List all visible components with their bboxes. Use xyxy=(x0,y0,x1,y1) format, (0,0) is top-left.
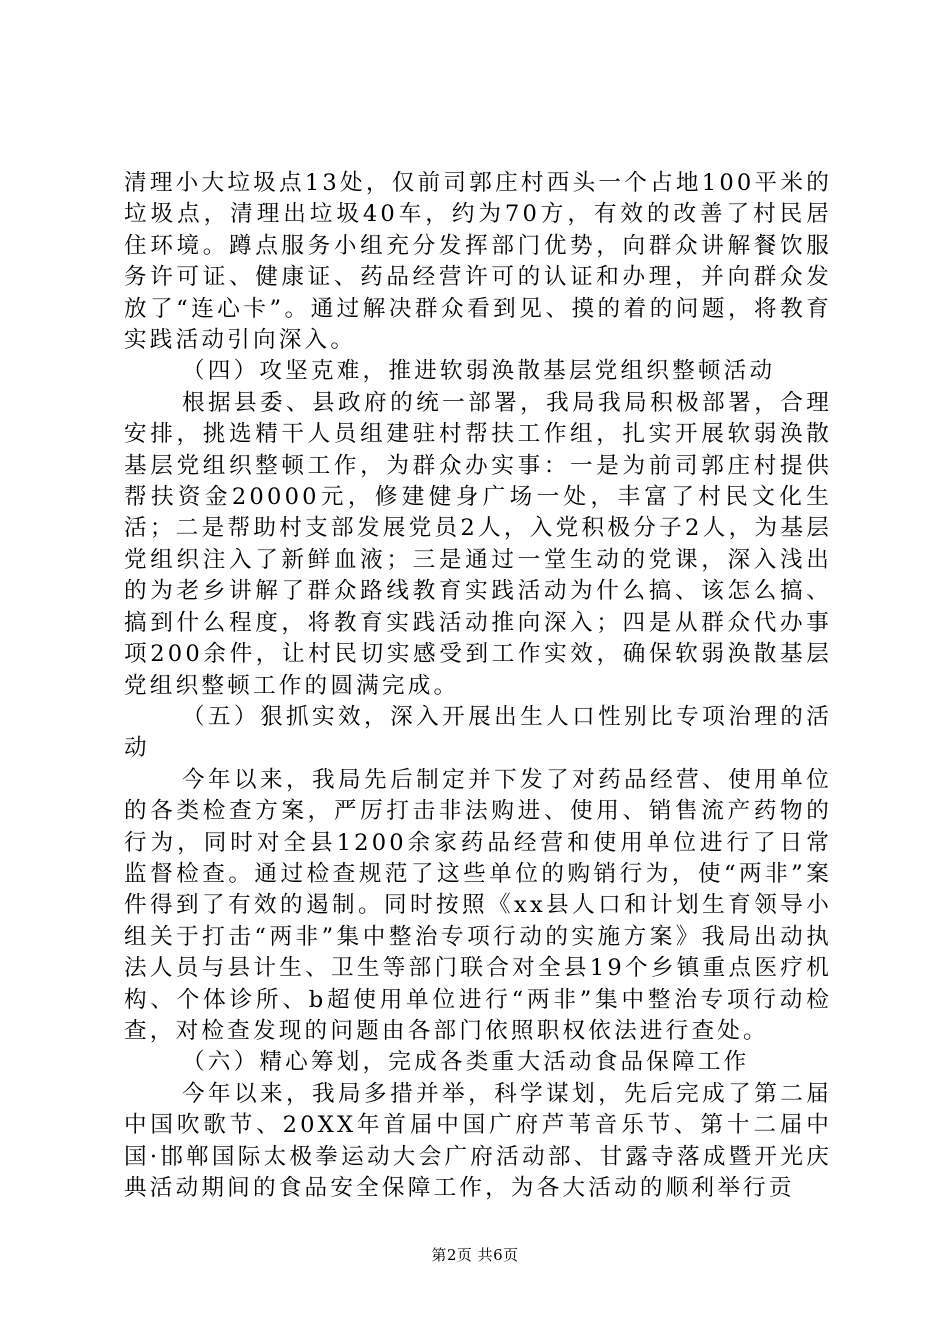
paragraph-section-6: 今年以来，我局多措并举，科学谋划，先后完成了第二届中国吹歌节、20XX年首届中国广府芦苇音乐节、第十二届中国·邯郸国际太极拳运动大会广府活动部、甘露寺落成暨开光庆典活动期间的食品安全保障工作，为各大活动的顺利举行贡 xyxy=(124,1080,832,1201)
paragraph-continuation: 清理小大垃圾点13处，仅前司郭庄村西头一个占地100平米的垃圾点，清理出垃圾40车，约为70方，有效的改善了村民居住环境。蹲点服务小组充分发挥部门优势，向群众讲解餐饮服务许可证、健康证、药品经营许可的认证和办理，并向群众发放了“连心卡”。通过解决群众看到见、摸的着的问题，将教育实践活动引向深入。 xyxy=(124,170,832,354)
section-heading-6: （六）精心筹划，完成各类重大活动食品保障工作 xyxy=(182,1049,750,1076)
section-heading-5: （五）狠抓实效，深入开展出生人口性别比专项治理的活动 xyxy=(124,703,832,762)
paragraph-section-4: 根据县委、县政府的统一部署，我局我局积极部署，合理安排，挑选精干人员组建驻村帮扶工作组，扎实开展软弱涣散基层党组织整顿工作，为群众办实事：一是为前司郭庄村提供帮扶资金20000元，修建健身广场一处，丰富了村民文化生活；二是帮助村支部发展党员2人，入党积极分子2人，为基层党组织注入了新鲜血液；三是通过一堂生动的党课，深入浅出的为老乡讲解了群众路线教育实践活动为什么搞、该怎么搞、搞到什么程度，将教育实践活动推向深入；四是从群众代办事项200余件，让村民切实感受到工作实效，确保软弱涣散基层党组织整顿工作的圆满完成。 xyxy=(124,389,832,699)
section-heading-4: （四）攻坚克难，推进软弱涣散基层党组织整顿活动 xyxy=(182,358,776,385)
paragraph-section-5: 今年以来，我局先后制定并下发了对药品经营、使用单位的各类检查方案，严厉打击非法购进、使用、销售流产药物的行为，同时对全县1200余家药品经营和使用单位进行了日常监督检查。通过检查规范了这些单位的购销行为，使“两非”案件得到了有效的遏制。同时按照《xx县人口和计划生育领导小组关于打击“两非”集中整治专项行动的实施方案》我局出动执法人员与县计生、卫生等部门联合对全县19个乡镇重点医疗机构、个体诊所、b超使用单位进行“两非”集中整治专项行动检查，对检查发现的问题由各部门依照职权依法进行查处。 xyxy=(124,766,832,1044)
page-number-footer: 第2页 共6页 xyxy=(431,1246,519,1264)
document-body xyxy=(124,168,832,1204)
